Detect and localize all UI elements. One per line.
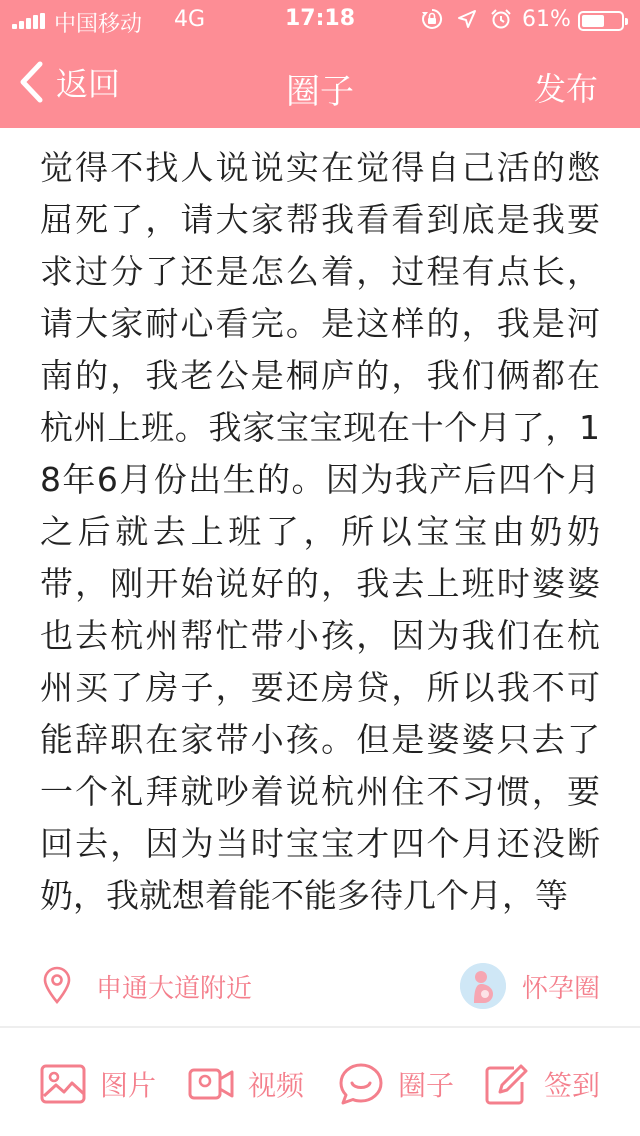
- publish-button[interactable]: 发布: [533, 70, 598, 108]
- alarm-icon: [490, 8, 512, 30]
- chevron-left-icon: [18, 60, 44, 104]
- circle-button[interactable]: [338, 1060, 454, 1108]
- screen-rotation-lock-icon: [421, 8, 443, 30]
- page-title: 圈子: [286, 72, 354, 112]
- network-label: 4G: [174, 7, 206, 32]
- circle-avatar[interactable]: [460, 963, 506, 1009]
- back-label: 返回: [56, 65, 121, 103]
- checkin-label: 签到: [544, 1069, 601, 1102]
- battery-icon: [578, 11, 624, 31]
- image-icon: [40, 1062, 86, 1106]
- chat-bubble-icon: [338, 1062, 384, 1106]
- pregnancy-icon: [460, 963, 506, 1009]
- status-bar: [0, 0, 640, 40]
- location-arrow-icon: [456, 8, 478, 30]
- edit-icon: [484, 1062, 530, 1106]
- post-body-text[interactable]: 觉得不找人说说实在觉得自己活的憋屈死了，请大家帮我看看到底是我要求过分了还是怎么着，过程有点长，请大家耐心看完。是这样的，我是河南的，我老公是桐庐的，我们俩都在杭州上班。我家宝宝现在十个月了，18年6月份出生的。因为我产后四个月之后就去上班了，所以宝宝由奶奶带，刚开始说好的，我去上班时婆婆也去杭州帮忙带小孩，因为我们在杭州买了房子，要还房贷，所以我不可能辞职在家带小孩。但是婆婆只去了一个礼拜就吵着说杭州住不习惯，要回去，因为当时宝宝才四个月还没断奶，我就想着能不能多待几个月，等: [40, 148, 600, 915]
- bottom-toolbar: [0, 1028, 640, 1136]
- back-button[interactable]: [18, 56, 120, 108]
- video-button[interactable]: [188, 1060, 304, 1108]
- checkin-button[interactable]: [484, 1060, 600, 1108]
- video-camera-icon: [188, 1062, 234, 1106]
- circle-name-label[interactable]: 怀孕圈: [522, 974, 601, 1004]
- post-meta-row: [0, 950, 640, 1026]
- video-label: 视频: [248, 1069, 305, 1102]
- header: [0, 0, 640, 128]
- nav-bar: [0, 40, 640, 128]
- circle-label: 圈子: [398, 1069, 455, 1102]
- post-content[interactable]: [0, 128, 640, 950]
- clock: 17:18: [284, 6, 356, 31]
- image-button[interactable]: [40, 1060, 156, 1108]
- battery-percent: 61%: [522, 7, 571, 32]
- image-label: 图片: [100, 1069, 157, 1102]
- battery-fill: [582, 15, 604, 27]
- carrier-label: 中国移动: [54, 12, 143, 37]
- location-pin-icon[interactable]: [42, 966, 72, 1004]
- location-label[interactable]: 申通大道附近: [96, 974, 253, 1004]
